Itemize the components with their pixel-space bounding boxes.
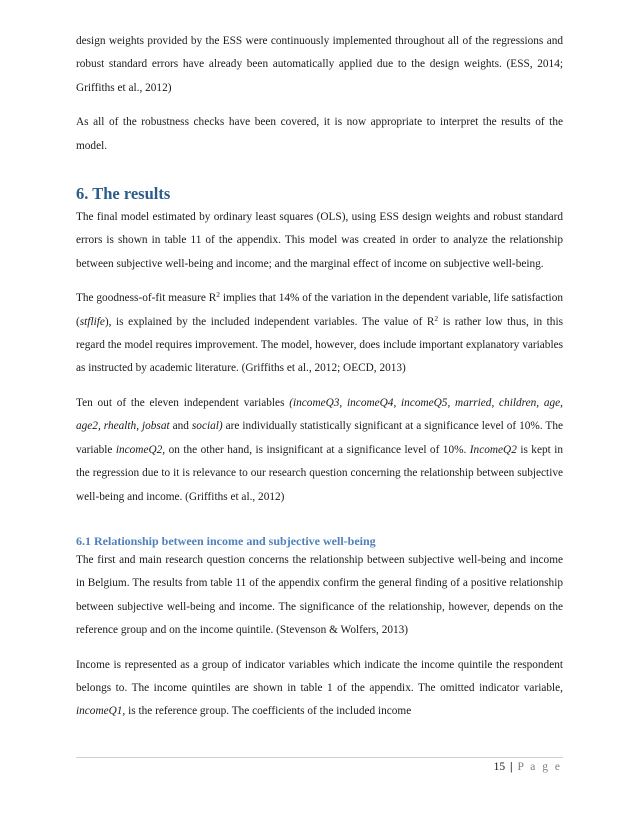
paragraph-goodness-of-fit: The goodness-of-fit measure $R^2$ implies that 14% of the variation in the dependent variable, life satisfaction (stflife), is explained by the included independent variables. The value of $R^2$ is rather low thus, in this regard the model requires improvement. The model, however, does include important explanatory variables as instructed by academic literature. (Griffiths et al., 2012; OECD, 2013) (76, 290, 563, 375)
subsection-heading-income: 6.1 Relationship between income and subjective well-being (76, 533, 376, 548)
paragraph-independent-variables: Ten out of the eleven independent variables (incomeQ3, incomeQ4, incomeQ5, married, children, age, age2, rhealth, jobsat and social) are individually statistically significant at a significance level of 10%. The variable incomeQ2, on the other hand, is insignificant at a significance level of 10%. IncomeQ2 is kept in the regression due to it is relevance to our research question concerning the relationship between subjective well-being and income. (Griffiths et al., 2012) (76, 396, 564, 503)
paragraph-income-quintiles: Income is represented as a group of indicator variables which indicate the income quintile the respondent belongs to. The income quintiles are shown in table 1 of the appendix. The omitted indicator variable, incomeQ1, is the reference group. The coefficients of the included income (76, 658, 563, 718)
paragraph-final-model: The final model estimated by ordinary least squares (OLS), using ESS design weights and robust standard errors is shown in table 11 of the appendix. This model was created in order to analyze the relationship between subjective well-being and income; and the marginal effect of income on subjective well-being. (76, 211, 563, 270)
paragraph-robustness: As all of the robustness checks have been covered, it is now appropriate to interpret the results of the model. (76, 116, 563, 152)
page-footer (494, 758, 562, 776)
footer-separator: | (510, 761, 513, 773)
page-number: 15 (493, 761, 506, 773)
page-label: P a g e (517, 761, 562, 773)
paragraph-main-research-question: The first and main research question concerns the relationship between subjective well-being and income in Belgium. The results from table 11 of the appendix confirm the general finding of a positive relationship between subjective well-being and income. The significance of the relationship, however, depends on the reference group and on the income quintile. (Stevenson & Wolfers, 2013) (76, 553, 563, 637)
page-body (76, 30, 563, 724)
section-heading-results: 6. The results (76, 184, 171, 204)
paragraph-design-weights: design weights provided by the ESS were continuously implemented throughout all of the regressions and robust standard errors have already been automatically applied due to the design weights. (ESS, 2014; Griffiths et al., 2012) (76, 35, 563, 94)
footer-divider (76, 757, 563, 758)
